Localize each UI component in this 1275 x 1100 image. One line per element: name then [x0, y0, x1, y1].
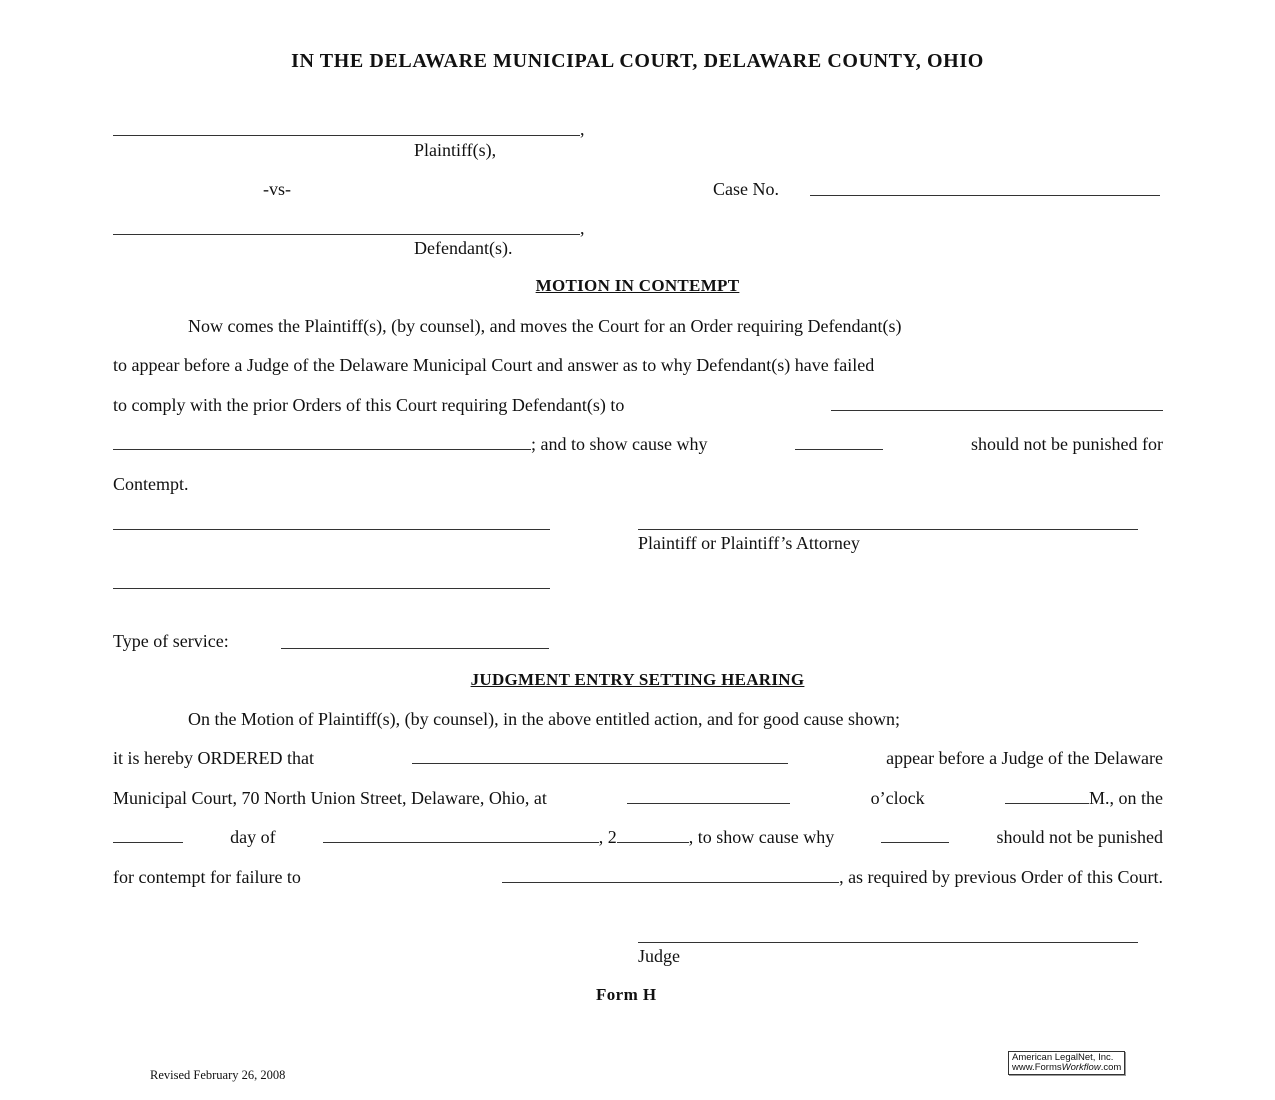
judgment-heading: JUDGMENT ENTRY SETTING HEARING	[470, 670, 805, 689]
judge-signature-field[interactable]	[638, 942, 1138, 943]
judgment-line-1	[113, 708, 1163, 730]
badge-line-2a: www.Forms	[1012, 1062, 1062, 1073]
motion-text-1: Now comes the Plaintiff(s), (by counsel), and moves the Court for an Order requiring Defendant(s)	[188, 316, 902, 336]
judgment-text-4a: day of	[230, 827, 276, 847]
hearing-month-field[interactable]	[323, 826, 599, 843]
address-line-2-field[interactable]	[113, 588, 550, 589]
motion-text-2: to appear before a Judge of the Delaware Municipal Court and answer as to why Defendant(s) have failed	[113, 355, 875, 375]
motion-text-3: to comply with the prior Orders of this Court requiring Defendant(s) to	[113, 395, 625, 415]
motion-line-2	[113, 354, 1163, 376]
type-of-service-label: Type of service:	[113, 631, 229, 651]
plaintiff-comma: ,	[580, 119, 585, 139]
failure-to-field[interactable]	[502, 866, 839, 883]
motion-line-1	[113, 315, 1163, 337]
judgment-text-2b: appear before a Judge of the Delaware	[886, 748, 1163, 768]
hearing-day-field[interactable]	[113, 826, 183, 843]
badge-line-1: American LegalNet, Inc.	[1012, 1052, 1114, 1063]
motion-line-4	[113, 433, 1163, 455]
judgment-line-5	[113, 866, 1163, 888]
show-cause-party-field[interactable]	[881, 826, 949, 843]
judgment-text-3a: Municipal Court, 70 North Union Street, Delaware, Ohio, at	[113, 788, 547, 808]
judgment-text-3b: o’clock	[870, 788, 925, 808]
case-no-field[interactable]	[810, 195, 1160, 196]
judgment-text-5a: for contempt for failure to	[113, 867, 301, 887]
motion-line-3	[113, 394, 1163, 416]
vs-label: -vs-	[263, 179, 291, 199]
type-of-service-field[interactable]	[281, 648, 549, 649]
am-pm-field[interactable]	[1005, 787, 1089, 804]
legalnet-badge	[1008, 1051, 1125, 1075]
judge-label: Judge	[638, 946, 680, 966]
ordered-party-field[interactable]	[412, 747, 788, 764]
hearing-hour-field[interactable]	[627, 787, 790, 804]
hearing-year-field[interactable]	[617, 826, 689, 843]
motion-text-4a: ; and to show cause why	[531, 434, 708, 454]
address-line-1-field[interactable]	[113, 529, 550, 530]
defendant-name-field[interactable]	[113, 234, 580, 235]
revised-date: Revised February 26, 2008	[150, 1068, 286, 1082]
badge-line-2	[1012, 1063, 1121, 1073]
judgment-text-4c: , to show cause why	[688, 827, 835, 847]
attorney-signature-field[interactable]	[638, 529, 1138, 530]
attorney-label: Plaintiff or Plaintiff’s Attorney	[638, 533, 860, 553]
judgment-line-3	[113, 787, 1163, 809]
judgment-text-1: On the Motion of Plaintiff(s), (by counsel), in the above entitled action, and for good cause shown;	[188, 709, 901, 729]
party-punished-field[interactable]	[795, 433, 883, 450]
form-label: Form H	[596, 985, 657, 1004]
defendant-comma: ,	[580, 218, 585, 238]
judgment-text-5b: , as required by previous Order of this Court.	[839, 867, 1163, 887]
motion-heading: MOTION IN CONTEMPT	[535, 276, 740, 295]
required-action-continued-field[interactable]	[113, 433, 531, 450]
judgment-line-4	[113, 826, 1163, 848]
judgment-line-2	[113, 747, 1163, 769]
badge-line-2c: .com	[1100, 1062, 1122, 1073]
defendant-label: Defendant(s).	[414, 238, 513, 258]
motion-line-5	[113, 473, 1163, 495]
plaintiff-name-field[interactable]	[113, 135, 580, 136]
judgment-text-4d: should not be punished	[996, 827, 1163, 847]
judgment-text-4b: , 2	[598, 827, 617, 847]
court-title: IN THE DELAWARE MUNICIPAL COURT, DELAWARE COUNTY, OHIO	[291, 50, 984, 72]
plaintiff-label: Plaintiff(s),	[414, 140, 497, 160]
judgment-text-3c: M., on the	[1088, 788, 1163, 808]
required-action-field[interactable]	[831, 394, 1163, 411]
motion-text-4b: should not be punished for	[971, 434, 1163, 454]
judgment-text-2a: it is hereby ORDERED that	[113, 748, 314, 768]
case-no-label: Case No.	[713, 179, 779, 199]
badge-line-2b: Workflow	[1061, 1062, 1101, 1073]
motion-text-5: Contempt.	[113, 474, 189, 494]
